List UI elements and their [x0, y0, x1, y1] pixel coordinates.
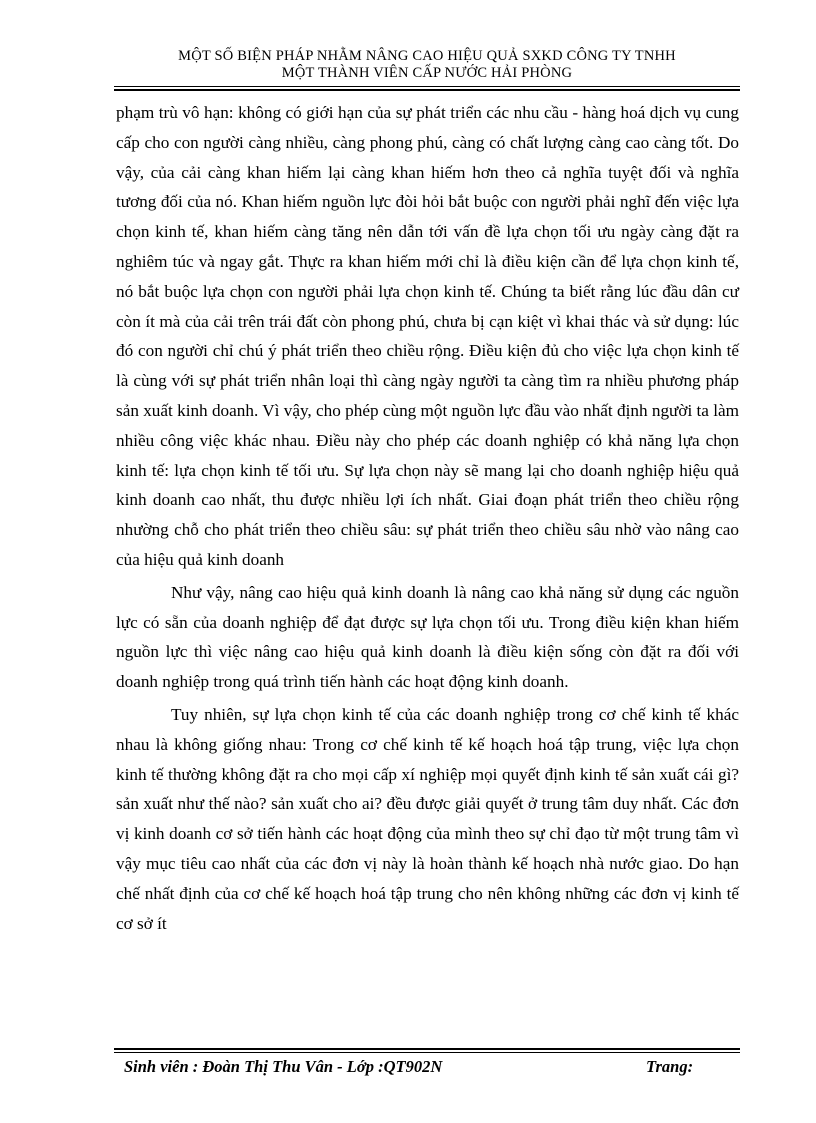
header-divider-thick — [114, 89, 740, 91]
header-divider — [114, 86, 740, 87]
footer-page-label: Trang: — [646, 1057, 694, 1076]
paragraph-3: Tuy nhiên, sự lựa chọn kinh tế của các doanh nghiệp trong cơ chế kinh tế khác nhau là không giống nhau: Trong cơ chế kinh tế kế hoạch hoá tập trung, việc lựa chọn kinh tế thường không đặt ra cho mọi cấp xí nghiệp mọi quyết định kinh tế sản xuất cái gì?sản xuất như thế nào? sản xuất cho ai? đều được giải quyết ở trung tâm duy nhất. Các đơn vị kinh doanh cơ sở tiến hành các hoạt động của mình theo sự chỉ đạo từ một trung tâm vì vậy mục tiêu cao nhất của các đơn vị này là hoàn thành kế hoạch nhà nước giao. Do hạn chế nhất định của cơ chế kế hoạch hoá tập trung cho nên không những các đơn vị kinh tế cơ sở ít — [116, 704, 739, 933]
paragraph-2: Như vậy, nâng cao hiệu quả kinh doanh là nâng cao khả năng sử dụng các nguồn lực có sẵn của doanh nghiệp để đạt được sự lựa chọn tối ưu. Trong điều kiện khan hiếm nguồn lực thì việc nâng cao hiệu quả kinh doanh là điều kiện sống còn đặt ra đối với doanh nghiệp trong quá trình tiến hành các hoạt động kinh doanh. — [116, 582, 739, 692]
document-body — [116, 98, 739, 938]
paragraph-1: phạm trù vô hạn: không có giới hạn của sự phát triển các nhu cầu - hàng hoá dịch vụ cung cấp cho con người càng nhiều, càng phong phú, càng có chất lượng càng cao càng tốt. Do vậy, của cải càng khan hiếm lại càng khan hiếm hơn theo cả nghĩa tuyệt đối và nghĩa tương đối của nó. Khan hiếm nguồn lực đòi hỏi bắt buộc con người phải nghĩ đến việc lựa chọn kinh tế, khan hiếm càng tăng nên dẫn tới vấn đề lựa chọn tối ưu ngày càng đặt ra nghiêm túc và ngay gắt. Thực ra khan hiếm mới chỉ là điều kiện cần để lựa chọn kinh tế, nó bắt buộc lựa chọn con người phải lựa chọn kinh tế. Chúng ta biết rằng lúc đầu dân cư còn ít mà của cải trên trái đất còn phong phú, chưa bị cạn kiệt vì khai thác và sử dụng: lúc đó con người chỉ chú ý phát triển theo chiều rộng. Điều kiện đủ cho việc lựa chọn kinh tế là cùng với sự phát triển nhân loại thì càng ngày người ta càng tìm ra nhiều phương pháp sản xuất kinh doanh. Vì vậy, cho phép cùng một nguồn lực đầu vào nhất định người ta làm nhiều công việc khác nhau. Điều này cho phép các doanh nghiệp có khả năng lựa chọn kinh tế: lựa chọn kinh tế tối ưu. Sự lựa chọn này sẽ mang lại cho doanh nghiệp hiệu quả kinh doanh cao nhất, thu được nhiều lợi ích nhất. Giai đoạn phát triển theo chiều rộng nhường chỗ cho phát triển theo chiều sâu: sự phát triển theo chiều sâu nhờ vào nâng cao của hiệu quả kinh doanh — [116, 103, 739, 569]
footer-student-info: Sinh viên : Đoàn Thị Thu Vân - Lớp :QT902N — [124, 1057, 443, 1076]
header-title-line-2: MỘT THÀNH VIÊN CẤP NƯỚC HẢI PHÒNG — [281, 65, 573, 81]
header-title-line-1: MỘT SỐ BIỆN PHÁP NHẰM NÂNG CAO HIỆU QUẢ SXKD CÔNG TY TNHH — [178, 48, 676, 64]
footer-divider-thick — [114, 1048, 740, 1050]
footer-divider — [114, 1052, 740, 1053]
page-header — [114, 48, 740, 82]
